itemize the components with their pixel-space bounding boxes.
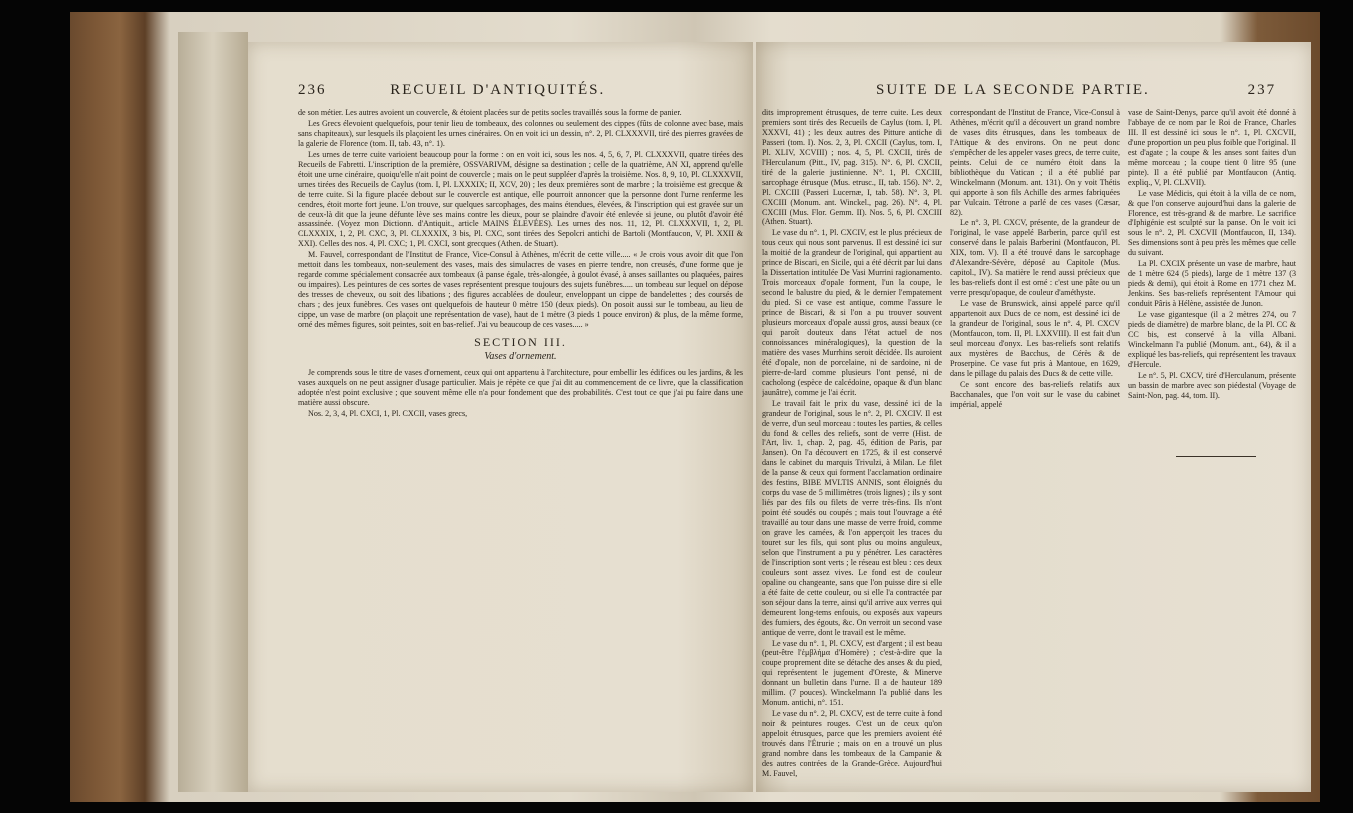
section-title: SECTION III. — [474, 334, 567, 349]
left-header — [298, 82, 605, 99]
end-rule — [1176, 456, 1256, 457]
left-paragraph: Nos. 2, 3, 4, Pl. CXCI, 1, Pl. CXCII, vases grecs, — [308, 408, 468, 418]
left-paragraph: de son métier. Les autres avoient un couvercle, & étoient placées sur de petits socles travaillés sous la forme de panier. — [298, 108, 682, 117]
right-column-2 — [950, 108, 1120, 778]
right-paragraph: Le travail fait le prix du vase, dessiné ici de la grandeur de l'original, sous le n°. 2, Pl. CXCIV. Il est de verre, d'un seul morceau : toutes les parties, & celles du fond & celles des reliefs, sont de verre (Hist. de l'Art, liv. 1, chap. 2, pag. 45, édition de Paris, par Jansen). On l'a découvert en 1725, & il est conservé dans le cabinet du marquis Trivulzi, à Milan. Le filet de la panse & ceux qui forment l'acclamation ordinaire des festins, BIBE MVLTIS ANNIS, sont éloignés du corps du vase de 5 millimètres (trois lignes) ; ils y sont liés par des fils ou filets de verre très-fins. Ils n'ont point été soudés ou coupés ; mais tout l'ouvrage a été travaillé au tour dans une masse de verre froid, comme on grave les camées, & l'on apperçoit les traces du touret sur les fils, qui sont plus ou moins anguleux, selon que l'instrument a pu y pénétrer. Les caractères de l'inscription sont verts ; le réseau est bleu : ces deux couleurs sont assez vives. Le fond est de couleur opaline ou changeante, sans que l'on puisse dire si elle a été faite de cette couleur, ou si elle l'a contractée par son séjour dans la terre, ainsi qu'il arrive aux verres qui demeurent long-tems enfouis, ou exposés aux vapeurs des fumiers, des égouts, &c. On verroit un second vase antique de verre, dont le travail est le même. — [762, 398, 942, 637]
left-paragraph: Les Grecs élevoient quelquefois, pour tenir lieu de tombeaux, des colonnes ou seulement des cippes (fûts de colonne avec base, mais sans chapiteaux), sur lesquels ils plaçoient les urnes cinéraires. On en voit ici un dessin, n°. 2, Pl. CLXXXVII, tiré des pierres gravées de la galerie de Florence (tom. II, tab. 43, n°. 1). — [298, 118, 743, 148]
right-header — [876, 82, 1276, 99]
right-paragraph: Le vase du n°. 2, Pl. CXCV, est de terre cuite à fond noir & peintures rouges. C'est un de ceux qu'on appeloit étrusques, parce que les premiers avoient été trouvés dans l'Étrurie ; mais on en a trouvé un plus grand nombre dans les tombeaux de la Campanie & des autres contrées de la Grande-Grèce. Aujourd'hui M. Fauvel, — [762, 709, 942, 778]
right-paragraph: Le vase de Brunswick, ainsi appelé parce qu'il appartenoit aux Ducs de ce nom, est dessiné ici de la grandeur de l'original, sous le n°. 4, Pl. CXCV (Montfaucon, tom. II, Pl. LXXVIII). Il est fait d'un seul morceau d'onyx. Les bas-reliefs sont relatifs aux mystères de Bacchus, de Cérès & de Proserpine. Ce vase fut pris à Mantoue, en 1629, dans le pillage du palais des Ducs & de cette ville. — [950, 299, 1120, 378]
right-column-3 — [1128, 108, 1296, 448]
open-book — [70, 12, 1320, 802]
right-running-head: SUITE DE LA SECONDE PARTIE. — [876, 82, 1150, 98]
left-page-number: 236 — [298, 82, 327, 98]
right-paragraph: correspondant de l'Institut de France, Vice-Consul à Athènes, m'écrit qu'il a découvert un grand nombre de vases dits étrusques, dans les tombeaux de l'Attique & des environs. On ne peut donc s'empêcher de les appeler vases grecs, de terre cuite, peints. Celui de ce numéro étoit dans la bibliothèque du Vatican ; il a été publié par Winckelmann (Monum. ant. 131). On y voit Thétis qui apporte à son fils Achille des armes fabriquées par Vulcain. Tétrone a parlé de ces vases (Cæsar, 82). — [950, 108, 1120, 217]
right-column-1 — [762, 108, 942, 778]
left-page — [248, 42, 753, 792]
left-paragraph: Je comprends sous le titre de vases d'ornement, ceux qui ont appartenu à l'architecture, pour embellir les édifices ou les jardins, & les vases auxquels on ne peut assigner d'usage particulier. Mais je répète ce que j'ai dit au commencement de ce livre, que la classification adoptée n'est point exclusive ; que souvent même elle n'a pour fondement que des probabilités. C'est tout ce que j'ai pu faire dans une matière aussi obscure. — [298, 367, 743, 407]
section-subtitle: Vases d'ornement. — [484, 350, 557, 362]
right-page-number: 237 — [1247, 82, 1277, 98]
right-paragraph: vase de Saint-Denys, parce qu'il avoit été donné à l'abbaye de ce nom par le Roi de France, Charles III. Il est dessiné ici sous le n°. 1, Pl. CXCVII, d'une proportion un peu plus foible que l'original. Il est d'agate ; la coupe & les anses sont faites d'un même morceau ; la coupe tient 0 litre 95 (une pinte). Il a été publié par Montfaucon (Antiq. expliq., V, Pl. CLXVII). — [1128, 108, 1296, 187]
right-paragraph: Le vase Médicis, qui étoit à la villa de ce nom, & que l'on conserve aujourd'hui dans la galerie de Florence, est très-grand & de marbre. Le sacrifice d'Iphigénie est sculpté sur la panse. On le voit ici sous le n°. 2, Pl. CXCVII (Montfaucon, II, 134). Ses dimensions sont à peu près les mêmes que celle du suivant. — [1128, 188, 1296, 258]
right-paragraph: Le n°. 3, Pl. CXCV, présente, de la grandeur de l'original, le vase appelé Barberin, parce qu'il est conservé dans le palais Barberini (Montfaucon, Pl. XIX, tom. V). Il a été trouvé dans le sarcophage d'Alexandre-Sévère, déposé au Capitole (Mus. capitol., IV). Sa matière le rend aussi précieux que les bas-reliefs dont il est orné : c'est une pâte ou un verre presqu'opaque, de couleur d'améthyste. — [950, 218, 1120, 298]
left-paragraph: Les urnes de terre cuite varioient beaucoup pour la forme : on en voit ici, sous les nos. 4, 5, 6, 7, Pl. CLXXXVII, quatre tirées des Recueils de Fabretti. L'inscription de la première, OSSVARIVM, désigne sa destination ; celle de la quatrième, AN XI, apprend qu'elle étoit une urne cinéraire, quoiqu'elle n'ait point de couvercle ; mais on le peut suppléer d'après la troisième. Nos. 8, 9, 10, Pl. CLXXXVII, urnes tirées des Recueils de Caylus (tom. I, Pl. LXXXIX; II, XCV, 20) ; les deux premières sont de marbre ; la troisième est grecque & de terre cuite. Si la figure placée debout sur le couvercle est antique, elle pourroit annoncer que la personne dont l'urne renferme les cendres, étoit morte fort jeune. L'on trouve, sur quelques sarcophages, des mains étendues, élevées, & l'inscription qui est gravée sur un de ceux-là dit que la jeune défunte lève ses mains contre les dieux, pour se plaindre d'avoir été enlevée si jeune, ou plutôt d'avoir été assassinée. (Voyez mon Dictionn. d'Antiquit., article MAINS ÉLEVÉES). Les urnes des nos. 11, 12, Pl. CLXXXVII, 1, 2, Pl. CLXXXIX, 1, 2, Pl. CXC, 3, Pl. CLXXXIX, 3 bis, Pl. CXC, sont tirées des Sepolcri antichi de Bartoli (Montfaucon, V, Pl. XXII & XXI). Celles des nos. 4, Pl. CXC; 1, Pl. CXCI, sont grecques (Athen. de Stuart). — [298, 149, 743, 249]
right-page — [756, 42, 1311, 792]
left-column — [298, 108, 743, 778]
right-paragraph: La Pl. CXCIX présente un vase de marbre, haut de 1 mètre 624 (5 pieds), large de 1 mètre 137 (3 pieds & demi), qui étoit à Rome en 1771 chez M. Jenkins. Ses bas-reliefs représentent l'Amour qui conduit Pâris à Hélène, assistée de Junon. — [1128, 259, 1296, 309]
right-paragraph: Le vase du n°. 1, Pl. CXCIV, est le plus précieux de tous ceux qui nous sont parvenus. Il est dessiné ici sur la moitié de la grandeur de l'original, qui appartient au prince de Biscari, en Sicile, qui a été décrit par lui dans la Dissertation intitulée De Vasi Murrini ragionamento. Trois morceaux d'opale forment, l'un la coupe, le second le balustre du pied, & le dernier l'empatement du pied. Si ce vase est antique, comme l'assure le prince de Biscari, & si l'on a pu trouver souvent plusieurs morceaux d'opale aussi gros, aussi beaux (ce qui paroît douteux dans l'état actuel de nos connoissances minéralogiques), la question de la matière des vases Murrhins seroit décidée. Ils auroient été d'opale, non de porcelaine, ni de sardoine, ni de pierre-de-lard comme plusieurs l'ont pensé, ni de cacholong (espèce de calcédoine, opaque & d'un blanc jaunâtre), comme je l'ai écrit. — [762, 228, 942, 397]
left-paragraph: M. Fauvel, correspondant de l'Institut de France, Vice-Consul à Athènes, m'écrit de cette ville..... « Je crois vous avoir dit que l'on mettoit dans les tombeaux, non-seulement des vases, mais des simulacres de vases en pierre tendre, non creusés, d'une forme que je regarde comme spécialement consacrée aux tombeaux (à panse égale, très-alongée, à goulot évasé, à anses saillantes ou plaquées, paires ou impaires). Les peintures de ces sortes de vases représentent presque toujours des sujets funèbres..... un tombeau sur lequel on dépose des tresses de cheveux, ou soit des libations ; des figures accablées de douleur, enveloppant un cippe de bandelettes ; des coursés de chars ; des jeux funèbres. Ces vases ont quelquefois de hauteur 0 mètre 150 (deux pieds). On posoit aussi sur le tombeau, au lieu de cippe, un vase de marbre (on plaçoit une représentation de vase), haut de 1 mètre (3 pieds 1 pouce environ) & plus, de la même forme, orné des mêmes figures, soit peintes, soit en bas-relief. J'ai vu beaucoup de ces vases..... » — [298, 250, 743, 330]
right-paragraph: Le vase du n°. 1, Pl. CXCV, est d'argent ; il est beau (peut-être l'ἐμβλήμα d'Homère) ; c'est-à-dire que la coupe proprement dite se détache des anses & du pied, qui représentent le jugement d'Oreste, & Minerve donnant un bulletin dans l'urne. Il a de hauteur 189 millim. (7 pouces). Winckelmann l'a publié dans les Monum. antichi, n°. 151. — [762, 638, 942, 708]
right-paragraph: dits improprement étrusques, de terre cuite. Les deux premiers sont tirés des Recueils de Caylus (tom. I, Pl. XXXVI, 41) ; les deux autres des Pitture antiche di Passeri (tom. I). Nos. 2, 3, Pl. CXCII (Caylus, tom. I, Pl. XLIV, XCVIII) ; nos. 4, 5, Pl. CXCII, tirés de l'Herculanum (Pitt., IV, pag. 315). N°. 6, Pl. CXCII, tiré de la galerie justinienne. N°. 1, Pl. CXCIII, sarcophage étrusque (Mus. etrusc., II, tab. 156). N°. 2, Pl. CXCIII (Passeri Lucernæ, I, tab. 58). N°. 3, Pl. CXCIII (Monum. ant. Winckel., pag. 26). N°. 4, Pl. CXCIII (Mus. Flor. Gemm. II). Nos. 5, 6, Pl. CXCIII (Athen. Stuart). — [762, 108, 942, 227]
right-paragraph: Le vase gigantesque (il a 2 mètres 274, ou 7 pieds de diamètre) de marbre blanc, de la Pl. CC & CC bis, est conservé à la villa Albani. Winckelmann l'a publié (Monum. ant., 64), & il a expliqué les bas-reliefs, qui représentent les travaux d'Hercule. — [1128, 310, 1296, 369]
left-running-head: RECUEIL D'ANTIQUITÉS. — [390, 82, 606, 98]
left-page-edges — [178, 32, 248, 792]
right-paragraph: Ce sont encore des bas-reliefs relatifs aux Bacchanales, que l'on voit sur le vase du cabinet impérial, appelé — [950, 379, 1120, 409]
right-paragraph: Le n°. 5, Pl. CXCV, tiré d'Herculanum, présente un bassin de marbre avec son piédestal (Voyage de Saint-Non, pag. 44, tom. II). — [1128, 370, 1296, 400]
